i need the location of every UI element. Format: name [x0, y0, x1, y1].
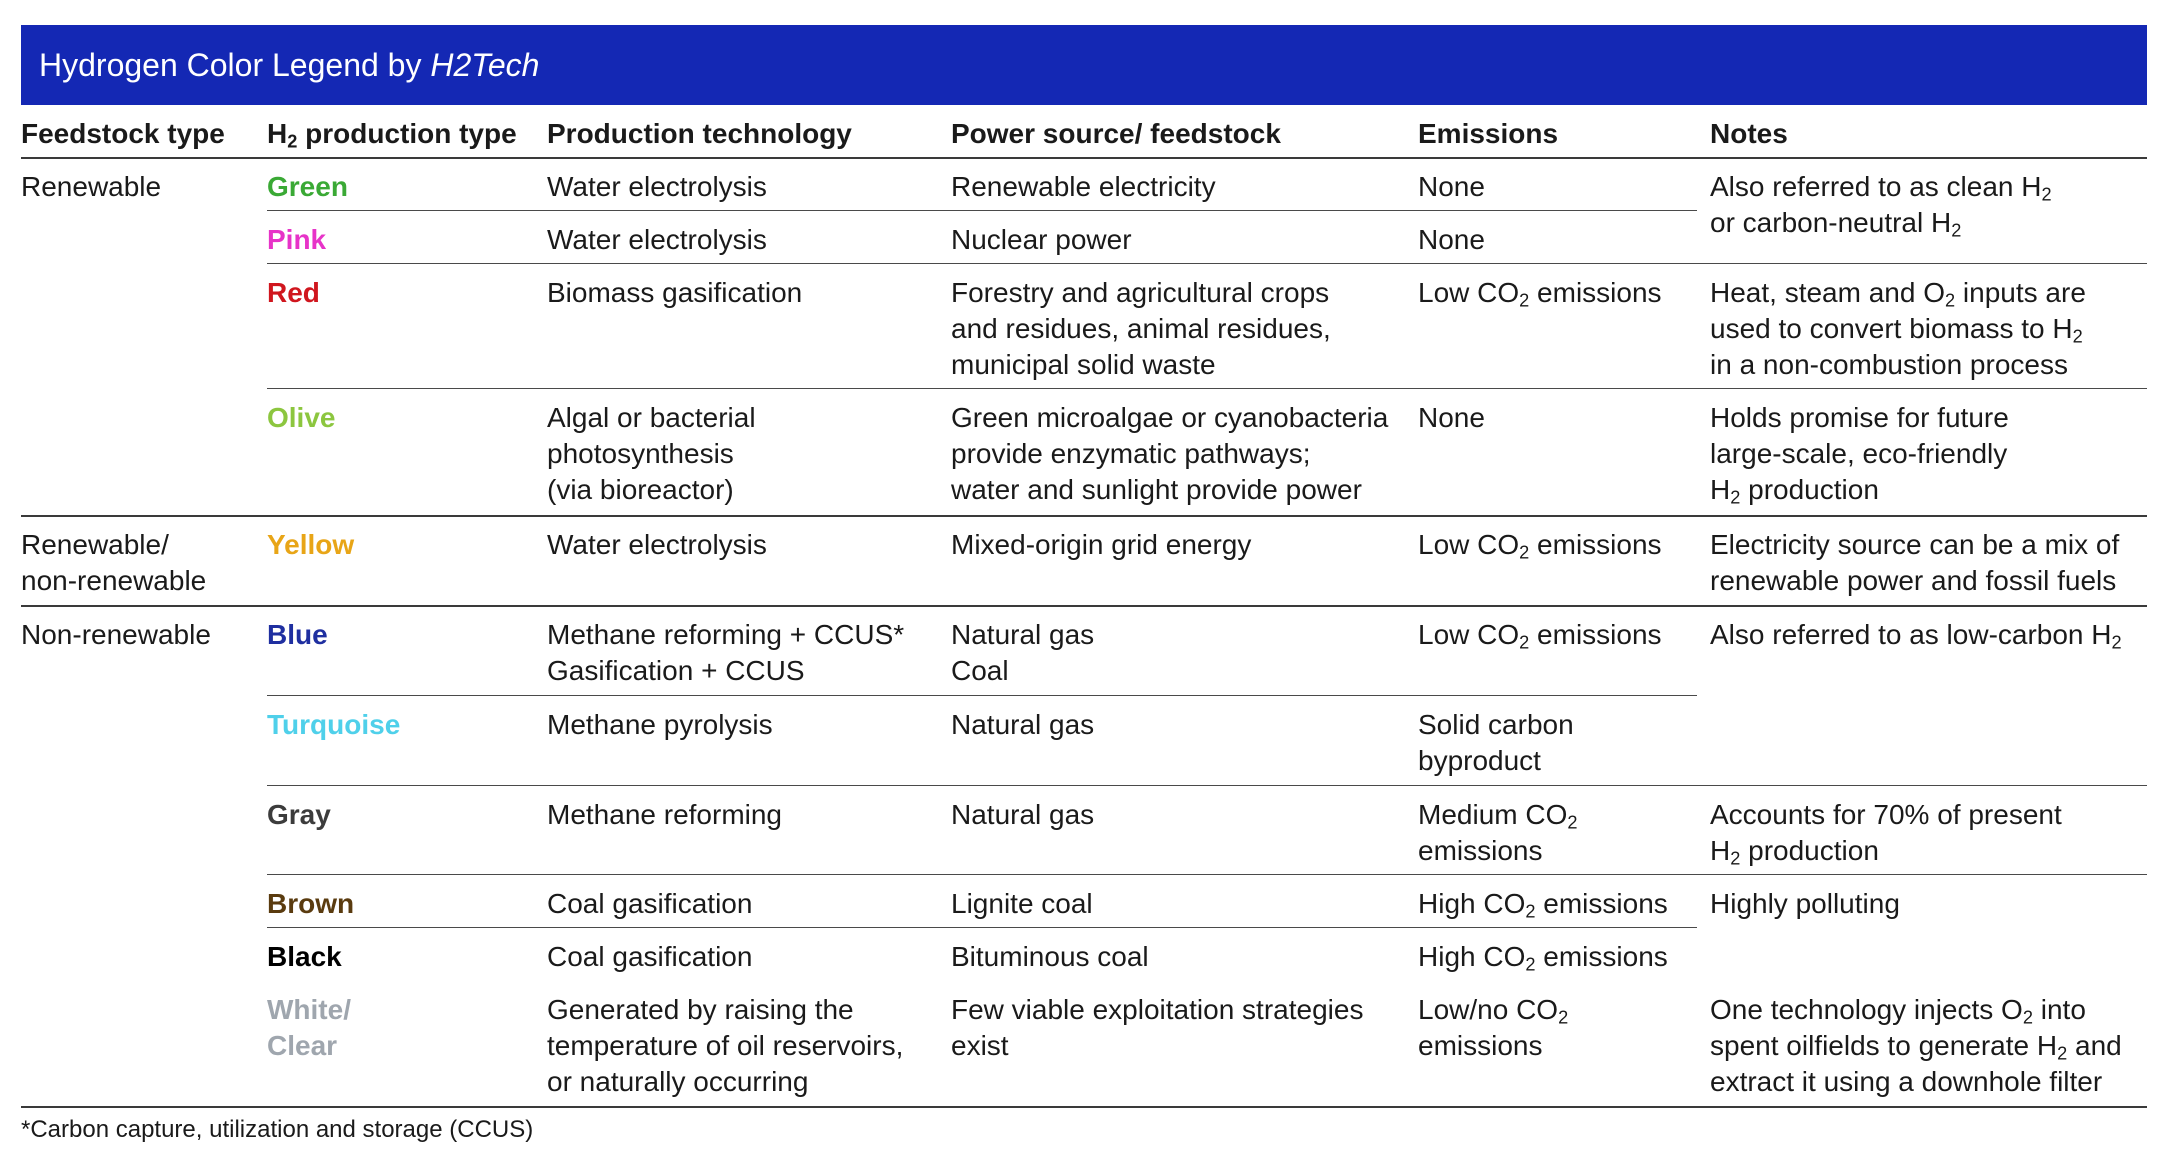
- power-green: Renewable electricity: [951, 171, 1216, 202]
- tech-white-clear: Generated by raising the temperature of oil reservoirs, or naturally occurring: [547, 994, 904, 1097]
- row-divider: [267, 927, 1697, 928]
- power-blue: Natural gas Coal: [951, 619, 1095, 686]
- header-notes: Notes: [1710, 118, 1788, 149]
- tech-olive: Algal or bacterial photosynthesis (via bioreactor): [547, 402, 756, 505]
- emissions-white-clear: Low/no $CO_2$ emissions: [1418, 994, 1569, 1061]
- tech-yellow: Water electrolysis: [547, 529, 767, 560]
- emissions-gray: Medium $CO_2$ emissions: [1418, 799, 1578, 866]
- feedstock-renewable: Renewable: [21, 171, 162, 202]
- emissions-pink: None: [1418, 224, 1485, 255]
- type-white-clear: White/ Clear: [267, 994, 351, 1061]
- legend-title: Hydrogen Color Legend by H2Tech: [39, 46, 540, 83]
- table-bottom-border: [21, 1106, 2147, 1108]
- notes-highly-polluting: Highly polluting: [1710, 888, 1900, 919]
- tech-red: Biomass gasification: [547, 277, 803, 308]
- header-emissions: Emissions: [1418, 118, 1559, 149]
- notes-olive: Holds promise for future large-scale, eco-friendly $H_2$ production: [1710, 402, 2009, 508]
- power-turquoise: Natural gas: [951, 709, 1095, 740]
- emissions-blue: Low $CO_2$ emissions: [1418, 619, 1662, 653]
- emissions-black: High $CO_2$ emissions: [1418, 941, 1668, 975]
- title-banner: [21, 25, 2147, 105]
- row-divider: [267, 695, 1697, 696]
- feedstock-mixed: Renewable/ non-renewable: [21, 529, 207, 596]
- emissions-brown: High $CO_2$ emissions: [1418, 888, 1668, 922]
- power-red: Forestry and agricultural crops and residues, animal residues, municipal solid waste: [951, 277, 1331, 380]
- power-yellow: Mixed-origin grid energy: [951, 529, 1252, 560]
- tech-brown: Coal gasification: [547, 888, 753, 919]
- type-brown: Brown: [267, 888, 355, 919]
- power-gray: Natural gas: [951, 799, 1095, 830]
- tech-black: Coal gasification: [547, 941, 753, 972]
- notes-low-carbon: Also referred to as low-carbon $H_2$: [1710, 619, 2122, 653]
- type-turquoise: Turquoise: [267, 709, 401, 740]
- header-divider: [21, 157, 2147, 159]
- type-red: Red: [267, 277, 320, 308]
- notes-gray: Accounts for 70% of present $H_2$ production: [1710, 799, 2062, 869]
- row-divider: [267, 785, 2147, 786]
- hydrogen-color-table: [21, 112, 2147, 1112]
- tech-pink: Water electrolysis: [547, 224, 767, 255]
- notes-yellow: Electricity source can be a mix of renewable power and fossil fuels: [1710, 529, 2120, 596]
- type-olive: Olive: [267, 402, 336, 433]
- notes-renewable-clean: Also referred to as clean $H_2$ or carbon-neutral $H_2$: [1710, 171, 2052, 241]
- power-olive: Green microalgae or cyanobacteria provide enzymatic pathways; water and sunlight provide power: [951, 402, 1389, 505]
- header-technology: Production technology: [547, 118, 852, 149]
- type-gray: Gray: [267, 799, 331, 830]
- row-divider: [267, 263, 2147, 264]
- footnote: *Carbon capture, utilization and storage (CCUS): [21, 1116, 534, 1143]
- notes-white-clear: One technology injects $O_2$ into spent oilfields to generate $H_2$ and extract it using a downhole filter: [1710, 994, 2122, 1097]
- type-pink: Pink: [267, 224, 327, 255]
- power-white-clear: Few viable exploitation strategies exist: [951, 994, 1364, 1061]
- emissions-green: None: [1418, 171, 1485, 202]
- emissions-red: Low $CO_2$ emissions: [1418, 277, 1662, 311]
- power-pink: Nuclear power: [951, 224, 1132, 255]
- type-black: Black: [267, 941, 342, 972]
- emissions-turquoise: Solid carbon byproduct: [1418, 709, 1574, 776]
- tech-turquoise: Methane pyrolysis: [547, 709, 773, 740]
- emissions-olive: None: [1418, 402, 1485, 433]
- notes-red: Heat, steam and $O_2$ inputs are used to convert biomass to $H_2$ in a non-combustion process: [1710, 277, 2086, 380]
- type-green: Green: [267, 171, 348, 202]
- emissions-yellow: Low $CO_2$ emissions: [1418, 529, 1662, 563]
- tech-gray: Methane reforming: [547, 799, 783, 830]
- tech-blue: Methane reforming + CCUS* Gasification + CCUS: [547, 619, 905, 686]
- type-yellow: Yellow: [267, 529, 355, 560]
- header-production-type: $H_2$ production type: [267, 118, 517, 152]
- row-divider: [267, 874, 2147, 875]
- power-brown: Lignite coal: [951, 888, 1093, 919]
- group-divider: [21, 515, 2147, 517]
- header-power-source: Power source/ feedstock: [951, 118, 1281, 149]
- tech-green: Water electrolysis: [547, 171, 767, 202]
- row-divider: [267, 210, 1697, 211]
- power-black: Bituminous coal: [951, 941, 1149, 972]
- feedstock-nonrenewable: Non-renewable: [21, 619, 211, 650]
- brand-name: H2Tech: [430, 46, 540, 83]
- type-blue: Blue: [267, 619, 328, 650]
- row-divider: [267, 388, 2147, 389]
- group-divider: [21, 605, 2147, 607]
- header-feedstock: Feedstock type: [21, 118, 225, 149]
